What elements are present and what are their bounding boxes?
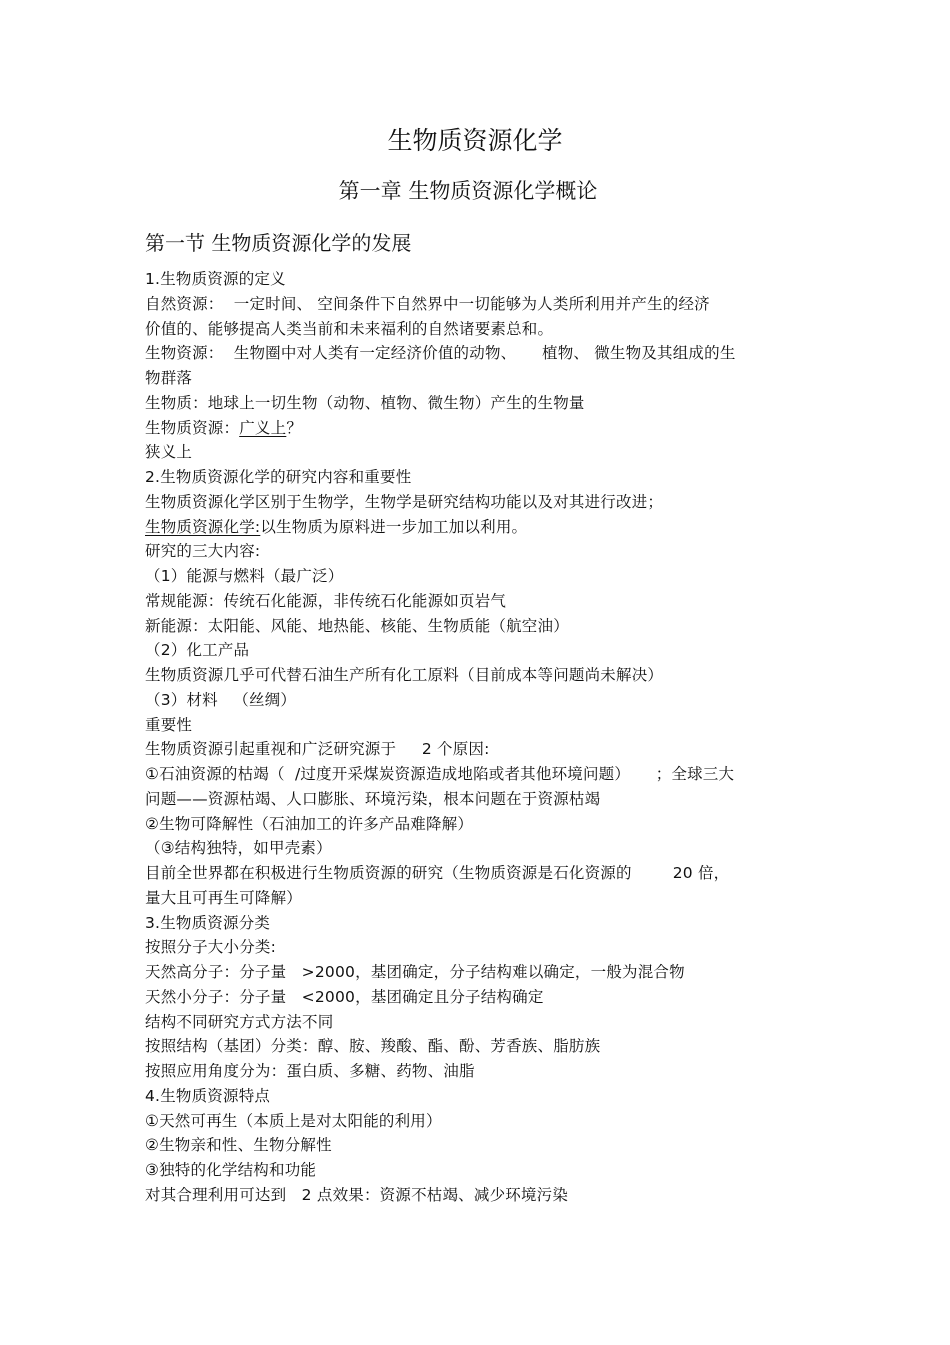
paragraph-line-chem-definition — [145, 515, 825, 540]
paragraph-line: ③独特的化学结构和功能 — [145, 1161, 317, 1179]
subheading-research: 2.生物质资源化学的研究内容和重要性 — [145, 468, 412, 486]
paragraph-line: 生物资源： 生物圈中对人类有一定经济价值的动物、 植物、 微生物及其组成的生 — [145, 344, 736, 363]
subheading-definition: 1.生物质资源的定义 — [145, 270, 286, 288]
document-title: 生物质资源化学 — [387, 126, 563, 155]
paragraph-line: ①天然可再生（本质上是对太阳能的利用） — [145, 1111, 442, 1130]
paragraph-line: ②生物亲和性、生物分解性 — [145, 1136, 332, 1155]
chem-term-underlined: 生物质资源化学: — [145, 517, 261, 536]
paragraph-line: 按照结构（基团）分类：醇、胺、羧酸、酯、酚、芳香族、脂肪族 — [145, 1037, 601, 1056]
paragraph-line: ①石油资源的枯竭（ /过度开采煤炭资源造成地陷或者其他环境问题） ；全球三大 — [145, 765, 735, 783]
paragraph-line: 天然高分子：分子量 >2000，基团确定，分子结构难以确定，一般为混合物 — [145, 963, 685, 981]
paragraph-line: 按照分子大小分类: — [145, 938, 277, 957]
paragraph-line: 对其合理利用可达到 2 点效果：资源不枯竭、减少环境污染 — [145, 1185, 569, 1204]
paragraph-line: （3）材料 （丝绸） — [145, 690, 297, 709]
paragraph-line: （1）能源与燃料（最广泛） — [145, 567, 344, 585]
paragraph-line: 生物质资源化学区别于生物学，生物学是研究结构功能以及对其进行改进； — [145, 492, 664, 511]
paragraph-line: 自然资源： 一定时间、 空间条件下自然界中一切能够为人类所利用并产生的经济 — [145, 294, 710, 313]
subheading-classification: 3.生物质资源分类 — [145, 913, 271, 932]
paragraph-line: 结构不同研究方式方法不同 — [145, 1012, 334, 1031]
chem-definition-text: 以生物质为原料进一步加工加以利用。 — [260, 517, 528, 536]
paragraph-line-biomass-resource — [145, 416, 825, 441]
paragraph-line: ②生物可降解性（石油加工的许多产品难降解） — [145, 814, 474, 833]
paragraph-line: 生物质：地球上一切生物（动物、植物、微生物）产生的生物量 — [145, 393, 585, 412]
paragraph-line: 新能源：太阳能、风能、地热能、核能、生物质能（航空油） — [145, 616, 569, 635]
biomass-resource-label: 生物质资源： — [145, 418, 240, 437]
paragraph-line: 常规能源：传统石化能源，非传统石化能源如页岩气 — [145, 591, 507, 610]
question-mark: ？ — [286, 418, 303, 437]
paragraph-line: 物群落 — [145, 369, 193, 387]
paragraph-line: 研究的三大内容: — [145, 542, 261, 561]
paragraph-line: 重要性 — [145, 715, 193, 734]
broad-sense-underlined: 广义上 — [239, 418, 287, 437]
paragraph-line: 价值的、能够提高人类当前和未来福利的自然诸要素总和。 — [145, 319, 554, 338]
paragraph-line: 按照应用角度分为：蛋白质、多糖、药物、油脂 — [145, 1062, 475, 1080]
subheading-features: 4.生物质资源特点 — [145, 1086, 271, 1105]
paragraph-line: 量大且可再生可降解） — [145, 888, 303, 907]
paragraph-line: 生物质资源几乎可代替石油生产所有化工原料（目前成本等问题尚未解决） — [145, 666, 664, 684]
paragraph-line: （③结构独特，如甲壳素） — [145, 839, 332, 858]
paragraph-line: 问题——资源枯竭、人口膨胀、环境污染，根本问题在于资源枯竭 — [145, 789, 601, 808]
section-heading: 第一节 生物质资源化学的发展 — [145, 231, 412, 255]
chapter-heading: 第一章 生物质资源化学概论 — [338, 179, 598, 203]
paragraph-line: （2）化工产品 — [145, 641, 250, 660]
paragraph-line: 生物质资源引起重视和广泛研究源于 2 个原因: — [145, 740, 490, 759]
paragraph-line: 目前全世界都在积极进行生物质资源的研究（生物质资源是石化资源的 20 倍， — [145, 864, 730, 882]
paragraph-line: 天然小分子：分子量 <2000，基团确定且分子结构确定 — [145, 987, 544, 1006]
paragraph-line: 狭义上 — [145, 443, 193, 462]
document-body — [145, 267, 825, 1208]
